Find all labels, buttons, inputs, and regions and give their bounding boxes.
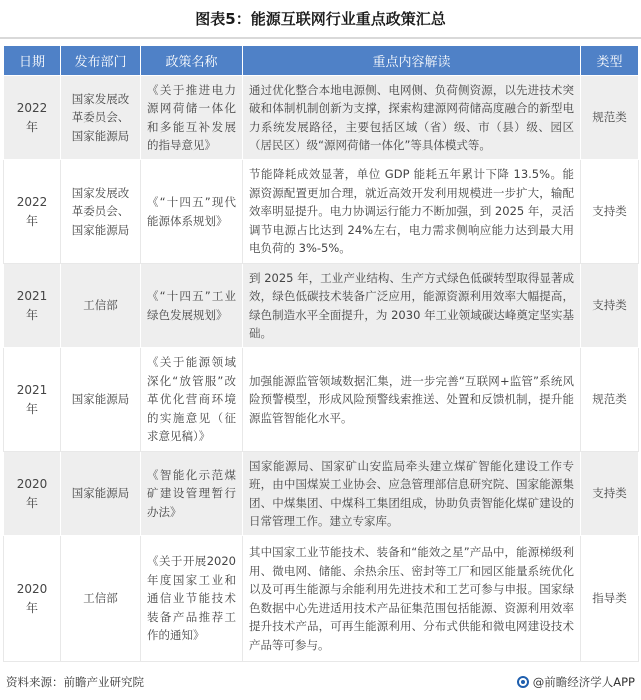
header-date: 日期 xyxy=(4,46,61,76)
row-content: 到 2025 年，工业产业结构、生产方式绿色低碳转型取得显著成效，绿色低碳技术装备广泛应用，能源资源利用效率大幅提高，绿色制造水平全面提升，为 2030 年工业领域碳达峰奠定坚实基础。 xyxy=(243,264,581,348)
table-row xyxy=(4,536,639,662)
row-policy-name: 《关于能源领域深化“放管服”改革优化营商环境的实施意见（征求意见稿）》 xyxy=(141,348,243,452)
row-content: 国家能源局、国家矿山安监局牵头建立煤矿智能化建设工作专班，由中国煤炭工业协会、应急管理部信息研究院、国家能源集团、中煤集团、中煤科工集团组成，协助负责智能化煤矿建设的日常管理工作。建立专家库。 xyxy=(243,452,581,536)
row-policy-name: 《“十四五”现代能源体系规划》 xyxy=(141,160,243,264)
row-type: 支持类 xyxy=(581,160,639,264)
row-date: 2022 年 xyxy=(4,76,61,160)
row-content: 加强能源监管领域数据汇集，进一步完善“互联网+监管”系统风险预警模型，形成风险预警线索推送、处置和反馈机制，提升能源监管智能化水平。 xyxy=(243,348,581,452)
brand-label: @前瞻经济学人APP xyxy=(532,675,635,689)
header-key-content: 重点内容解读 xyxy=(243,46,581,76)
row-date: 2021 年 xyxy=(4,264,61,348)
header-type: 类型 xyxy=(581,46,639,76)
table-row xyxy=(4,264,639,348)
table-row xyxy=(4,160,639,264)
row-policy-name: 《关于开展2020年度国家工业和通信业节能技术装备产品推荐工作的通知》 xyxy=(141,536,243,662)
title-divider xyxy=(0,37,641,39)
row-type: 支持类 xyxy=(581,264,639,348)
source-note: 资料来源：前瞻产业研究院 xyxy=(6,675,144,689)
row-type: 支持类 xyxy=(581,452,639,536)
row-date: 2020 年 xyxy=(4,536,61,662)
row-type: 指导类 xyxy=(581,536,639,662)
table-header-row xyxy=(4,46,639,76)
row-department: 国家能源局 xyxy=(61,452,141,536)
row-type: 规范类 xyxy=(581,76,639,160)
row-date: 2021 年 xyxy=(4,348,61,452)
qianzhan-logo-icon xyxy=(517,676,529,688)
footer xyxy=(6,672,635,692)
row-policy-name: 《关于推进电力源网荷储一体化和多能互补发展的指导意见》 xyxy=(141,76,243,160)
row-content: 节能降耗成效显著，单位 GDP 能耗五年累计下降 13.5%。能源资源配置更加合理，就近高效开发利用规模进一步扩大，输配效率明显提升。电力协调运行能力不断加强，到 2025 年，灵活调节电源占比达到 24%左右，电力需求侧响应能力达到最大用电负荷的 3%-5%。 xyxy=(243,160,581,264)
row-policy-name: 《智能化示范煤矿建设管理暂行办法》 xyxy=(141,452,243,536)
row-content: 其中国家工业节能技术、装备和“能效之星”产品中，能源梯级利用、微电网、储能、余热余压、密封等工厂和园区能量系统优化以及可再生能源与余能利用先进技术和工艺可参与申报。国家绿色数据中心先进适用技术产品征集范围包括能源、资源利用效率提升技术产品，可再生能源利用、分布式供能和微电网建设技术产品等可参与。 xyxy=(243,536,581,662)
row-policy-name: 《“十四五”工业绿色发展规划》 xyxy=(141,264,243,348)
row-department: 国家能源局 xyxy=(61,348,141,452)
row-department: 国家发展改革委员会、国家能源局 xyxy=(61,160,141,264)
header-department: 发布部门 xyxy=(61,46,141,76)
table-row xyxy=(4,452,639,536)
table-row xyxy=(4,348,639,452)
header-policy-name: 政策名称 xyxy=(141,46,243,76)
brand-credit xyxy=(517,672,635,692)
row-department: 工信部 xyxy=(61,536,141,662)
row-content: 通过优化整合本地电源侧、电网侧、负荷侧资源，以先进技术突破和体制机制创新为支撑，探索构建源网荷储高度融合的新型电力系统发展路径，主要包括区域（省）级、市（县）级、园区（居民区）级“源网荷储一体化”等具体模式等。 xyxy=(243,76,581,160)
table-row xyxy=(4,76,639,160)
row-department: 工信部 xyxy=(61,264,141,348)
page-title: 图表5：能源互联网行业重点政策汇总 xyxy=(195,10,446,28)
row-date: 2020 年 xyxy=(4,452,61,536)
policy-table xyxy=(3,45,639,662)
row-date: 2022 年 xyxy=(4,160,61,264)
row-department: 国家发展改革委员会、国家能源局 xyxy=(61,76,141,160)
row-type: 规范类 xyxy=(581,348,639,452)
